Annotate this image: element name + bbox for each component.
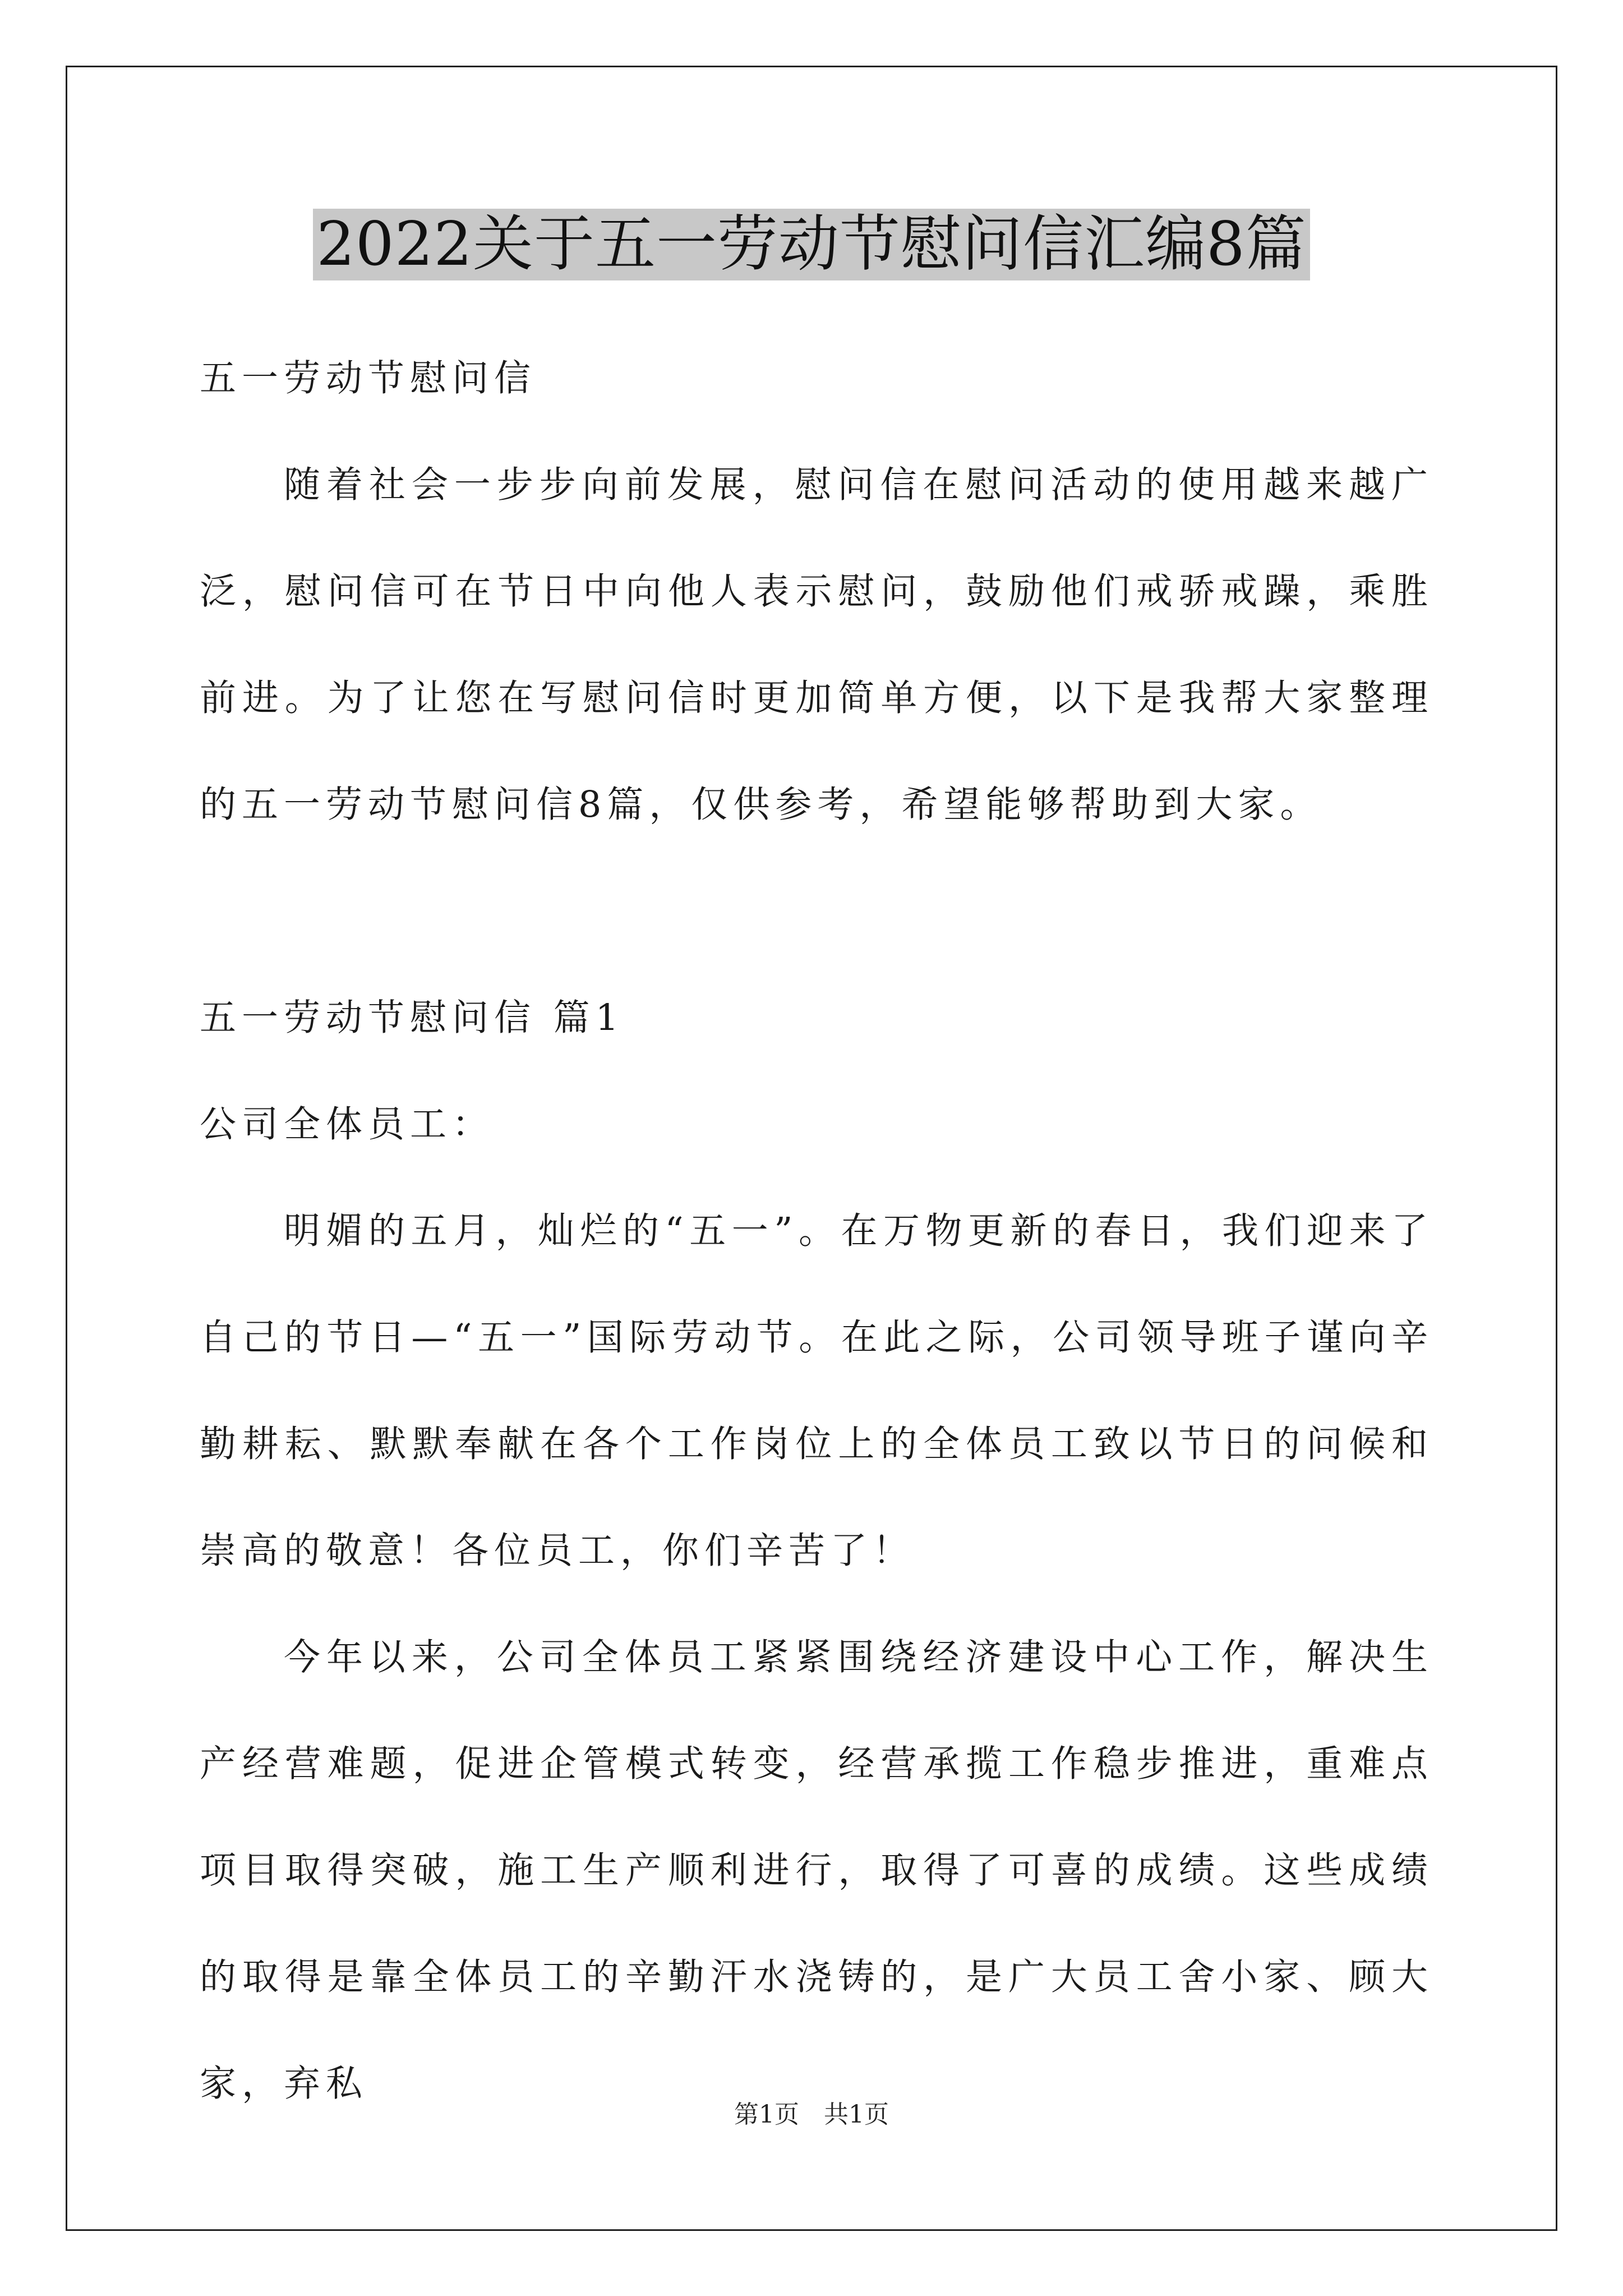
page-number-total: 共1页: [824, 2100, 889, 2129]
document-title: 2022关于五一劳动节慰问信汇编8篇: [313, 209, 1310, 280]
document-body: [200, 325, 1433, 2137]
intro-paragraph: 随着社会一步步向前发展，慰问信在慰问活动的使用越来越广泛，慰问信可在节日中向他人表示慰问，鼓励他们戒骄戒躁，乘胜前进。为了让您在写慰问信时更加简单方便，以下是我帮大家整理的五一劳动节慰问信8篇，仅供参考，希望能够帮助到大家。: [200, 464, 1433, 826]
page-number-current: 第1页: [734, 2100, 799, 2129]
page-footer: [0, 2098, 1623, 2132]
section-spacer: [200, 858, 1433, 965]
intro-heading: 五一劳动节慰问信: [200, 357, 537, 399]
body-paragraph-1: 明媚的五月，灿烂的“五一”。在万物更新的春日，我们迎来了自己的节日—“五一”国际劳动节。在此之际，公司领导班子谨向辛勤耕耘、默默奉献在各个工作岗位上的全体员工致以节日的问候和崇高的敬意！各位员工，你们辛苦了！: [200, 1210, 1433, 1572]
salutation: 公司全体员工：: [200, 1103, 495, 1145]
title-container: [0, 209, 1623, 280]
body-paragraph-2: 今年以来，公司全体员工紧紧围绕经济建设中心工作，解决生产经营难题，促进企管模式转变，经营承揽工作稳步推进，重难点项目取得突破，施工生产顺利进行，取得了可喜的成绩。这些成绩的取得是靠全体员工的辛勤汗水浇铸的，是广大员工舍小家、顾大家，弃私: [200, 1636, 1433, 2105]
section-heading: 五一劳动节慰问信 篇1: [200, 997, 625, 1039]
